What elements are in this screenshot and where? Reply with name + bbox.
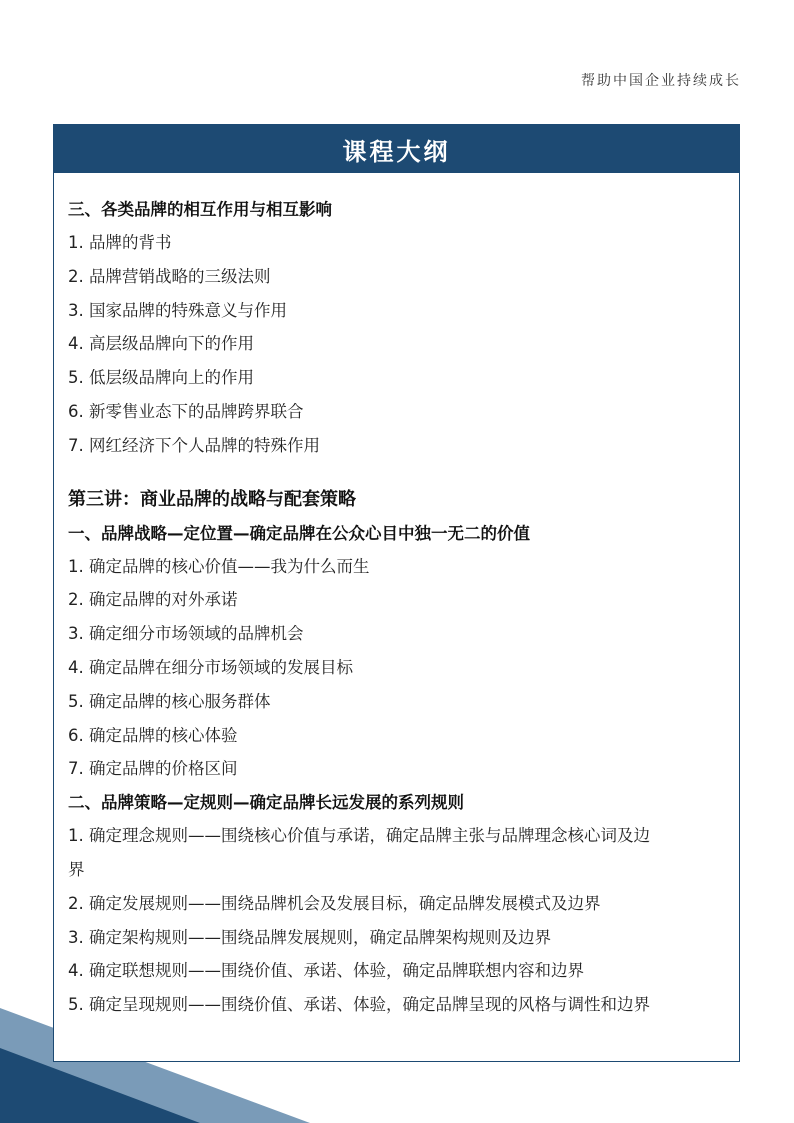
- syllabus-content: [54, 173, 739, 1022]
- header-tagline: 帮助中国企业持续成长: [581, 73, 741, 89]
- list-item: 2. 确定发展规则——围绕品牌机会及发展目标，确定品牌发展模式及边界: [68, 893, 601, 913]
- list-item: 3. 确定细分市场领域的品牌机会: [68, 624, 304, 644]
- section-heading: 三、各类品牌的相互作用与相互影响: [68, 200, 332, 219]
- list-item: 5. 低层级品牌向上的作用: [68, 368, 254, 388]
- list-item: 6. 确定品牌的核心体验: [68, 725, 238, 745]
- list-item: 1. 品牌的背书: [68, 233, 172, 252]
- section-heading: 一、品牌战略—定位置—确定品牌在公众心目中独一无二的价值: [68, 523, 530, 543]
- list-item: 3. 国家品牌的特殊意义与作用: [68, 300, 287, 320]
- list-item: 界: [68, 859, 85, 879]
- list-item: 1. 确定理念规则——围绕核心价值与承诺，确定品牌主张与品牌理念核心词及边: [68, 826, 650, 846]
- list-item: 4. 高层级品牌向下的作用: [68, 334, 254, 354]
- list-item: 6. 新零售业态下的品牌跨界联合: [68, 401, 304, 421]
- syllabus-frame: [53, 124, 740, 1062]
- list-item: 4. 确定联想规则——围绕价值、承诺、体验，确定品牌联想内容和边界: [68, 961, 584, 981]
- list-item: 7. 确定品牌的价格区间: [68, 759, 238, 779]
- list-item: 4. 确定品牌在细分市场领域的发展目标: [68, 657, 353, 677]
- syllabus-title: 课程大纲: [54, 125, 739, 173]
- list-item: 7. 网红经济下个人品牌的特殊作用: [68, 435, 320, 455]
- list-item: 3. 确定架构规则——围绕品牌发展规则，确定品牌架构规则及边界: [68, 927, 551, 947]
- section-heading: 二、品牌策略—定规则—确定品牌长远发展的系列规则: [68, 793, 464, 813]
- list-item: 5. 确定品牌的核心服务群体: [68, 691, 271, 711]
- list-item: 1. 确定品牌的核心价值——我为什么而生: [68, 556, 370, 576]
- list-item: 2. 确定品牌的对外承诺: [68, 590, 238, 610]
- list-item: 5. 确定呈现规则——围绕价值、承诺、体验，确定品牌呈现的风格与调性和边界: [68, 995, 650, 1015]
- list-item: 2. 品牌营销战略的三级法则: [68, 266, 271, 286]
- lecture-title: 第三讲：商业品牌的战略与配套策略: [68, 488, 356, 510]
